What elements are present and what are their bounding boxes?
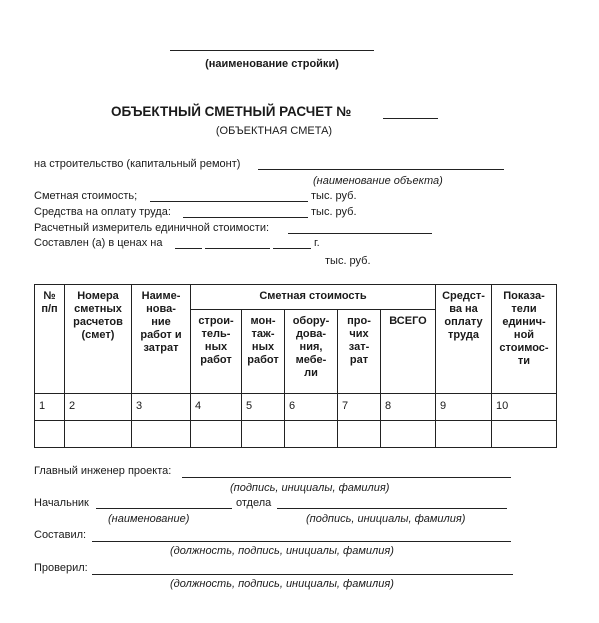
empty-cell (35, 421, 65, 448)
labor-funds-label: Средства на оплату труда: (34, 206, 171, 218)
compiled-label: Составил: (34, 529, 87, 541)
head-sign-line (277, 508, 507, 509)
col-number: 8 (381, 394, 436, 421)
prices-year-line (273, 248, 311, 249)
estimated-cost-unit: тыс. руб. (311, 190, 357, 202)
col-no-header: № п/п (35, 285, 65, 394)
col-number: 5 (242, 394, 285, 421)
cost-group-header: Сметная стоимость (191, 285, 436, 310)
col-number: 1 (35, 394, 65, 421)
chief-engineer-line (182, 477, 511, 478)
col-labor-header: Средст- ва на оплату труда (436, 285, 492, 394)
col-indicators-header: Показа- тели единич- ной стоимос- ти (492, 285, 557, 394)
compiled-line (92, 541, 511, 542)
col-total-header: ВСЕГО (381, 310, 436, 394)
empty-cell (285, 421, 338, 448)
estimated-cost-label: Сметная стоимость; (34, 190, 138, 202)
prices-label: Составлен (а) в ценах на (34, 237, 163, 249)
prices-year-suffix: г. (314, 237, 320, 249)
prices-unit: тыс. руб. (325, 255, 371, 267)
col-number: 7 (338, 394, 381, 421)
col-number: 9 (436, 394, 492, 421)
col-number: 6 (285, 394, 338, 421)
empty-cell (191, 421, 242, 448)
col-number: 4 (191, 394, 242, 421)
head-sign-caption: (подпись, инициалы, фамилия) (306, 513, 466, 525)
compiled-caption: (должность, подпись, инициалы, фамилия) (170, 545, 394, 557)
empty-cell (132, 421, 191, 448)
unit-meter-label: Расчетный измеритель единичной стоимости: (34, 222, 270, 234)
col-estimates-header: Номера сметных расчетов (смет) (65, 285, 132, 394)
construction-name-caption: (наименование стройки) (205, 58, 339, 70)
checked-caption: (должность, подпись, инициалы, фамилия) (170, 578, 394, 590)
checked-label: Проверил: (34, 562, 88, 574)
col-works-header: Наиме- нова- ние работ и затрат (132, 285, 191, 394)
prices-month-line (205, 248, 270, 249)
empty-cell (242, 421, 285, 448)
department-label: отдела (236, 497, 272, 509)
prices-day-line (175, 248, 202, 249)
object-name-caption: (наименование объекта) (313, 175, 443, 187)
chief-engineer-label: Главный инженер проекта: (34, 465, 172, 477)
col-number: 2 (65, 394, 132, 421)
empty-cell (338, 421, 381, 448)
col-installation-header: мон- таж- ных работ (242, 310, 285, 394)
col-other-header: про- чих зат- рат (338, 310, 381, 394)
col-number: 10 (492, 394, 557, 421)
col-construction-header: строи- тель- ных работ (191, 310, 242, 394)
empty-cell (65, 421, 132, 448)
labor-funds-unit: тыс. руб. (311, 206, 357, 218)
construction-name-line (170, 50, 374, 51)
object-name-line (258, 169, 504, 170)
empty-cell (492, 421, 557, 448)
empty-cell (436, 421, 492, 448)
checked-line (92, 574, 513, 575)
unit-meter-line (288, 233, 432, 234)
col-equipment-header: обору- дова- ния, мебе- ли (285, 310, 338, 394)
page-title: ОБЪЕКТНЫЙ СМЕТНЫЙ РАСЧЕТ № (111, 104, 352, 119)
chief-engineer-caption: (подпись, инициалы, фамилия) (230, 482, 390, 494)
estimated-cost-line (150, 201, 308, 202)
empty-cell (381, 421, 436, 448)
title-number-line (383, 118, 438, 119)
head-name-line (96, 508, 232, 509)
name-caption: (наименование) (108, 513, 190, 525)
head-label: Начальник (34, 497, 89, 509)
page-subtitle: (ОБЪЕКТНАЯ СМЕТА) (215, 125, 333, 137)
construction-label: на строительство (капитальный ремонт) (34, 158, 241, 170)
labor-funds-line (183, 217, 308, 218)
col-number: 3 (132, 394, 191, 421)
estimate-table (34, 284, 557, 448)
